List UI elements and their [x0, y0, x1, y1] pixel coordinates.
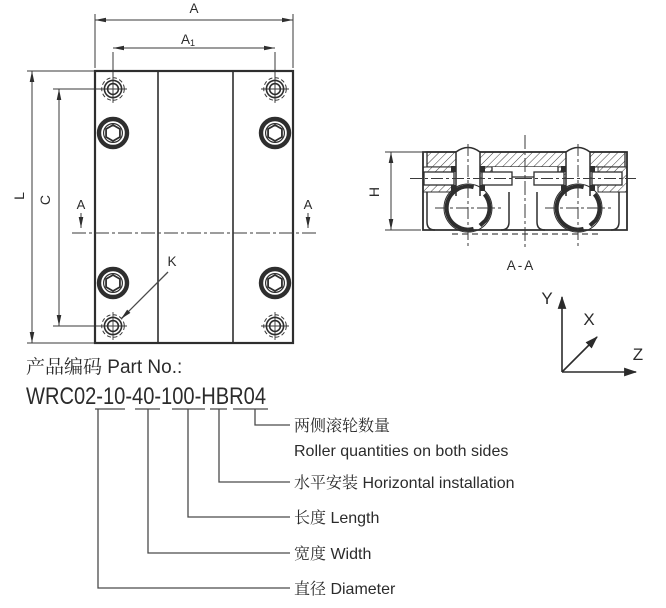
dim-label-c: C [37, 194, 53, 206]
section-cut-line [72, 197, 318, 233]
section-marker-left: A [76, 197, 86, 212]
dim-label-l: L [11, 192, 27, 200]
callout-width: 宽度 Width [294, 546, 372, 563]
axis-label-x: X [583, 310, 595, 329]
dimension-a [95, 1, 293, 68]
callout-rollers: 两侧滚轮数量 [294, 418, 391, 435]
k-callout [121, 254, 177, 319]
callout-diameter: 直径 Diameter [294, 581, 396, 598]
callout-rollers-en: Roller quantities on both sides [294, 443, 509, 460]
section-title: A-A [506, 258, 536, 273]
axis-label-y: Y [541, 289, 553, 308]
part-number: WRC02-10-40-100-HBR04 [26, 383, 266, 410]
socket-screw [261, 269, 289, 297]
part-number-legend [26, 356, 515, 598]
dim-label-h: H [366, 186, 382, 198]
coordinate-axes [541, 289, 643, 372]
callout-length: 长度 Length [294, 510, 380, 527]
leader-diameter [98, 409, 290, 588]
hole-label-k: K [167, 254, 177, 269]
block-outline [95, 71, 293, 343]
axis-label-z: Z [632, 345, 644, 364]
section-view [366, 135, 636, 273]
leader-rollers [255, 409, 290, 425]
mounting-hole [99, 75, 127, 103]
socket-screw [99, 119, 127, 147]
socket-screw [261, 119, 289, 147]
mounting-hole [261, 312, 289, 340]
section-marker-right: A [303, 197, 313, 212]
dim-label-a1: A1 [180, 32, 196, 48]
dimension-a1 [113, 32, 275, 102]
part-heading: 产品编码 Part No.: [26, 357, 183, 378]
mounting-hole [99, 312, 127, 340]
mounting-hole [261, 75, 289, 103]
dimension-h [366, 152, 425, 230]
callout-horizontal: 水平安装 Horizontal installation [294, 475, 515, 492]
socket-screw [99, 269, 127, 297]
dim-label-a: A [189, 1, 199, 16]
plan-view [11, 1, 318, 343]
